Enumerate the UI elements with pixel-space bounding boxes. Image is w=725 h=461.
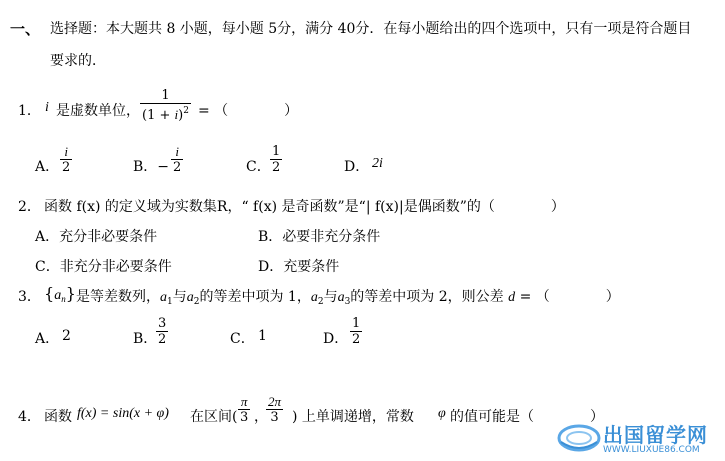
q1-option-a-label: A． <box>35 159 60 175</box>
q1-number: 1． <box>18 103 41 119</box>
q3-option-c-label: C． <box>230 331 255 347</box>
watermark-logo <box>555 415 725 461</box>
q3-text-d: 与 <box>323 289 338 305</box>
q4-text-b: 在区间( <box>190 409 238 425</box>
q1-den-i: i <box>174 107 179 122</box>
q3-d: d <box>508 290 516 305</box>
q1-text-b: = （ ） <box>198 103 299 119</box>
q3-a1: a <box>160 290 167 305</box>
q4-frac-1-num: π <box>238 394 250 410</box>
q3-seq-a: a <box>54 288 62 303</box>
q4-text-a: 函数 <box>44 409 72 425</box>
q4-function: f(x) = sin(x + φ) <box>77 406 169 421</box>
q2-number: 2． <box>18 199 41 215</box>
q4-frac-2-num: 2π <box>268 394 282 409</box>
q4-frac-1-den: 3 <box>240 410 249 425</box>
q3-a2b-sub: 2 <box>317 297 324 307</box>
q1-option-d-value: 2i <box>372 156 383 171</box>
q2-option-b: B．必要非充分条件 <box>258 229 381 245</box>
q3-text-a: 是等差数列， <box>76 289 160 305</box>
q1-option-b-num: i <box>171 144 183 160</box>
section-heading-line1: 选择题：本大题共 8 小题，每小题 5分，满分 40分．在每小题给出的四个选项中，只有一项是符合题目 <box>50 21 692 37</box>
q2-option-c: C．非充分非必要条件 <box>35 259 172 275</box>
q2-option-d: D．充要条件 <box>258 259 340 275</box>
q1-option-a-num: i <box>60 144 72 160</box>
q4-text-c: ) 上单调递增，常数 <box>292 409 414 425</box>
q4-number: 4． <box>18 409 41 425</box>
q3-a2b: a <box>310 290 318 305</box>
q3-option-a-value: 2 <box>62 328 71 344</box>
q3-sequence: $\{a_n\}$ <box>44 284 76 304</box>
q3-option-b-den: 2 <box>158 332 167 347</box>
q4-text-d: 的值可能是（ ） <box>450 409 604 425</box>
q3-option-a-label: A． <box>35 331 60 347</box>
q3-option-b-label: B． <box>133 331 158 347</box>
q1-var-i: i <box>45 100 49 115</box>
section-number: 一、 <box>10 20 41 38</box>
q1-option-d-label: D． <box>344 159 370 175</box>
q3-text-f: = （ ） <box>519 289 620 305</box>
q4-frac-2-den: 3 <box>270 410 279 425</box>
q3-option-b-frac <box>156 316 168 347</box>
q3-a2: a <box>186 290 194 305</box>
q3-a3: a <box>337 290 345 305</box>
q1-den-b: ) <box>178 108 184 123</box>
q3-a3-sub: 3 <box>344 297 351 307</box>
q1-frac-num: 1 <box>140 88 191 104</box>
q4-frac-2 <box>266 394 283 425</box>
q3-text-line <box>76 286 620 307</box>
globe-icon <box>557 418 603 458</box>
q3-option-d-den: 2 <box>352 332 361 347</box>
q4-comma: ， <box>254 409 268 425</box>
q1-den-exp: 2 <box>183 106 189 116</box>
q1-option-c-frac <box>270 144 282 175</box>
q1-option-c-label: C． <box>246 159 271 175</box>
q3-option-b-num: 3 <box>158 316 167 331</box>
q4-frac-1 <box>238 394 250 425</box>
section-heading-line2: 要求的． <box>50 53 106 69</box>
q3-option-d-num: 1 <box>352 316 361 331</box>
q1-option-a-den: 2 <box>62 160 71 175</box>
q3-text-c: 的等差中项为 1， <box>199 289 311 305</box>
q1-frac-den <box>140 104 191 123</box>
q2-option-a: A．充分非必要条件 <box>35 229 158 245</box>
watermark-brand: 出国留学网 <box>603 423 708 447</box>
q3-text-b: 与 <box>172 289 187 305</box>
q4-phi: φ <box>438 406 446 421</box>
q3-option-d-frac <box>350 316 362 347</box>
watermark-url: WWW.LIUXUE86.COM <box>603 445 700 455</box>
q3-option-c-value: 1 <box>258 328 267 344</box>
q3-a2-sub: 2 <box>193 297 200 307</box>
q1-den-a: (1 + <box>142 108 175 123</box>
q1-text-a: 是虚数单位， <box>56 103 140 119</box>
q3-number: 3． <box>18 289 41 305</box>
q1-option-a-frac <box>60 144 72 175</box>
q3-seq-sub: n <box>61 294 66 304</box>
q1-option-c-num: 1 <box>272 144 281 159</box>
q1-option-b-label: B．− <box>133 159 170 175</box>
q1-option-b-frac <box>171 144 183 175</box>
q3-a1-sub: 1 <box>167 297 173 307</box>
q1-fraction <box>140 88 191 123</box>
q1-option-b-den: 2 <box>173 160 182 175</box>
q3-text-e: 的等差中项为 2，则公差 <box>350 289 504 305</box>
q3-option-d-label: D． <box>323 331 349 347</box>
q1-option-c-den: 2 <box>272 160 281 175</box>
q2-text: 函数 f(x) 的定义域为实数集R，“ f(x) 是奇函数”是“| f(x)|是偶函数”的（ ） <box>44 199 565 215</box>
